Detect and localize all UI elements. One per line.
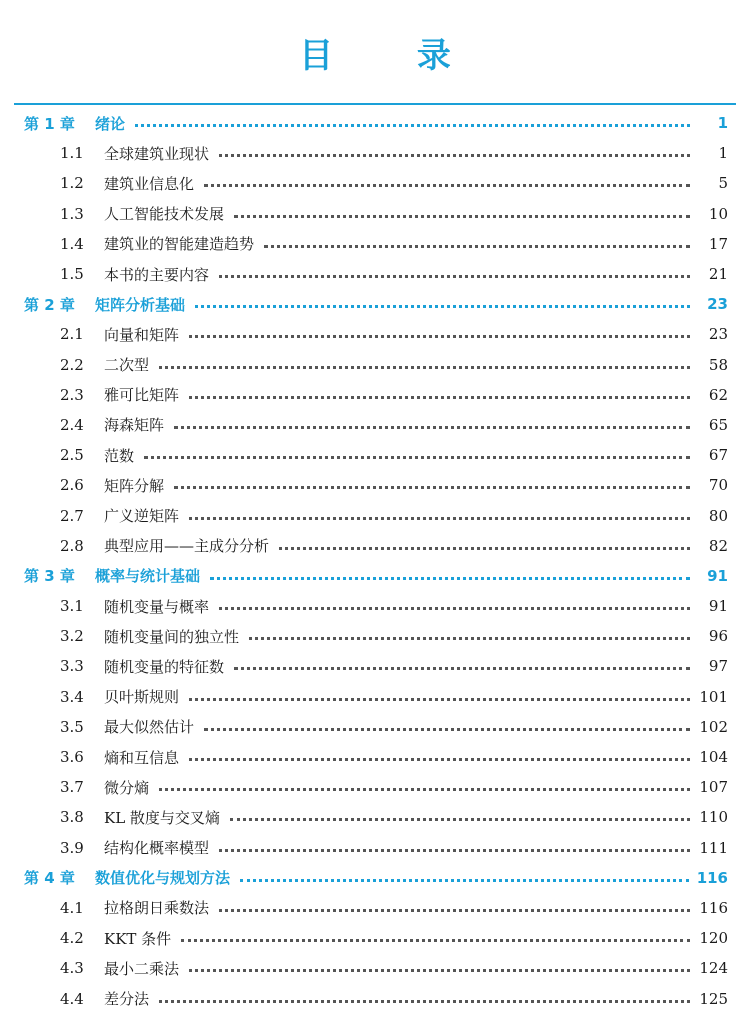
section-title: 全球建筑业现状: [104, 144, 210, 163]
toc-section-entry[interactable]: [0, 591, 750, 621]
page-number: 111: [699, 838, 728, 857]
section-title: 差分法: [104, 990, 150, 1009]
toc-section-entry[interactable]: [0, 802, 750, 832]
section-title: 矩阵分解: [104, 476, 165, 495]
section-number: 2.3: [60, 385, 84, 404]
section-number: 1.4: [60, 234, 84, 253]
section-title: 最小二乘法: [104, 959, 180, 978]
dot-leader: [279, 546, 690, 550]
toc-section-entry[interactable]: [0, 138, 750, 168]
section-title: KL 散度与交叉熵: [104, 808, 220, 827]
dot-leader: [159, 999, 690, 1003]
section-title: 最大似然估计: [104, 718, 195, 737]
section-title: 熵和互信息: [104, 748, 180, 767]
toc-section-entry[interactable]: [0, 168, 750, 198]
dot-leader: [219, 848, 690, 852]
toc-chapter-entry[interactable]: [0, 863, 750, 893]
section-number: 1.1: [60, 144, 84, 163]
toc-section-entry[interactable]: [0, 259, 750, 289]
page-number: 62: [708, 385, 728, 404]
page-number: 96: [708, 627, 728, 646]
toc-section-entry[interactable]: [0, 500, 750, 530]
toc-chapter-entry[interactable]: [0, 561, 750, 591]
page-number: 82: [708, 536, 728, 555]
dot-leader: [204, 727, 690, 731]
dot-leader: [219, 606, 690, 610]
page-number: 101: [699, 687, 728, 706]
section-title: 二次型: [104, 356, 150, 375]
page-number: 21: [708, 265, 728, 284]
page-number: 1: [717, 114, 728, 133]
page-number: 116: [696, 868, 728, 887]
page-number: 102: [699, 717, 728, 736]
section-title: 结构化概率模型: [104, 839, 210, 858]
toc-section-entry[interactable]: [0, 953, 750, 983]
section-title: KKT 条件: [104, 929, 172, 948]
dot-leader: [159, 787, 690, 791]
page-number: 120: [699, 929, 728, 948]
toc-section-entry[interactable]: [0, 440, 750, 470]
dot-leader: [230, 817, 690, 821]
toc-chapter-entry[interactable]: [0, 289, 750, 319]
section-title: 广义逆矩阵: [104, 507, 180, 526]
section-number: 2.1: [60, 325, 84, 344]
dot-leader: [219, 274, 690, 278]
dot-leader: [144, 455, 690, 459]
toc-section-entry[interactable]: [0, 742, 750, 772]
toc-section-entry[interactable]: [0, 470, 750, 500]
chapter-number: 第 2 章: [24, 295, 75, 314]
page-number: 110: [699, 808, 728, 827]
page-number: 104: [699, 748, 728, 767]
section-title: 海森矩阵: [104, 416, 165, 435]
toc-section-entry[interactable]: [0, 621, 750, 651]
section-title: 人工智能技术发展: [104, 205, 225, 224]
dot-leader: [189, 516, 690, 520]
section-number: 3.5: [60, 717, 84, 736]
toc-section-entry[interactable]: [0, 833, 750, 863]
section-title: 微分熵: [104, 778, 150, 797]
section-number: 4.3: [60, 959, 84, 978]
toc-section-entry[interactable]: [0, 651, 750, 681]
section-title: 随机变量间的独立性: [104, 627, 240, 646]
dot-leader: [135, 123, 690, 127]
chapter-number: 第 3 章: [24, 567, 75, 586]
chapter-title: 绪论: [95, 114, 126, 133]
toc-chapter-entry[interactable]: [0, 108, 750, 138]
table-of-contents: [0, 108, 750, 1014]
dot-leader: [234, 214, 690, 218]
section-title: 向量和矩阵: [104, 325, 180, 344]
toc-section-entry[interactable]: [0, 229, 750, 259]
section-number: 2.7: [60, 506, 84, 525]
toc-section-entry[interactable]: [0, 380, 750, 410]
section-number: 1.2: [60, 174, 84, 193]
section-title: 本书的主要内容: [104, 265, 210, 284]
toc-section-entry[interactable]: [0, 350, 750, 380]
dot-leader: [219, 908, 690, 912]
page-number: 65: [708, 415, 728, 434]
page-number: 5: [718, 174, 728, 193]
section-number: 4.2: [60, 929, 84, 948]
chapter-number: 第 1 章: [24, 114, 75, 133]
page-number: 125: [699, 989, 728, 1008]
section-title: 典型应用——主成分分析: [104, 537, 270, 556]
toc-section-entry[interactable]: [0, 682, 750, 712]
page-number: 107: [699, 778, 728, 797]
dot-leader: [189, 968, 690, 972]
section-title: 范数: [104, 446, 135, 465]
section-title: 贝叶斯规则: [104, 688, 180, 707]
page-number: 23: [708, 325, 728, 344]
section-number: 2.4: [60, 415, 84, 434]
dot-leader: [204, 183, 690, 187]
chapter-title: 矩阵分析基础: [95, 295, 186, 314]
page-number: 124: [699, 959, 728, 978]
chapter-number: 第 4 章: [24, 869, 75, 888]
page-number: 91: [708, 597, 728, 616]
section-number: 3.8: [60, 808, 84, 827]
dot-leader: [195, 304, 690, 308]
dot-leader: [189, 697, 690, 701]
dot-leader: [181, 938, 690, 942]
dot-leader: [174, 425, 690, 429]
dot-leader: [234, 666, 690, 670]
dot-leader: [189, 757, 690, 761]
dot-leader: [210, 576, 690, 580]
section-number: 4.4: [60, 989, 84, 1008]
page-number: 91: [707, 566, 728, 585]
section-title: 建筑业的智能建造趋势: [104, 235, 255, 254]
chapter-title: 数值优化与规划方法: [95, 869, 231, 888]
toc-section-entry[interactable]: [0, 199, 750, 229]
section-number: 1.5: [60, 265, 84, 284]
section-number: 1.3: [60, 204, 84, 223]
dot-leader: [189, 334, 690, 338]
dot-leader: [249, 636, 690, 640]
toc-section-entry[interactable]: [0, 983, 750, 1013]
page-number: 1: [718, 144, 728, 163]
dot-leader: [240, 878, 689, 882]
dot-leader: [189, 395, 690, 399]
section-number: 3.6: [60, 748, 84, 767]
page-number: 58: [708, 355, 728, 374]
page-number: 70: [708, 476, 728, 495]
toc-section-entry[interactable]: [0, 712, 750, 742]
toc-section-entry[interactable]: [0, 319, 750, 349]
toc-section-entry[interactable]: [0, 410, 750, 440]
section-number: 3.4: [60, 687, 84, 706]
page-number: 80: [708, 506, 728, 525]
chapter-title: 概率与统计基础: [95, 567, 201, 586]
dot-leader: [264, 244, 690, 248]
title-divider: [14, 103, 736, 105]
section-number: 3.3: [60, 657, 84, 676]
dot-leader: [159, 365, 690, 369]
section-number: 2.2: [60, 355, 84, 374]
dot-leader: [219, 153, 690, 157]
page-title: 目 录: [299, 36, 487, 76]
toc-section-entry[interactable]: [0, 923, 750, 953]
section-title: 建筑业信息化: [104, 174, 195, 193]
section-number: 3.9: [60, 838, 84, 857]
section-number: 4.1: [60, 898, 84, 917]
page-number: 10: [708, 204, 728, 223]
section-title: 雅可比矩阵: [104, 386, 180, 405]
page-number: 116: [699, 898, 728, 917]
section-number: 3.2: [60, 627, 84, 646]
toc-section-entry[interactable]: [0, 772, 750, 802]
page-number: 97: [708, 657, 728, 676]
section-number: 3.7: [60, 778, 84, 797]
section-title: 随机变量与概率: [104, 597, 210, 616]
section-number: 2.6: [60, 476, 84, 495]
page-number: 17: [708, 234, 728, 253]
section-number: 3.1: [60, 597, 84, 616]
section-number: 2.8: [60, 536, 84, 555]
section-title: 拉格朗日乘数法: [104, 899, 210, 918]
toc-section-entry[interactable]: [0, 893, 750, 923]
section-number: 2.5: [60, 446, 84, 465]
section-title: 随机变量的特征数: [104, 657, 225, 676]
dot-leader: [174, 485, 690, 489]
toc-section-entry[interactable]: [0, 531, 750, 561]
page-number: 67: [708, 446, 728, 465]
page-number: 23: [707, 295, 728, 314]
